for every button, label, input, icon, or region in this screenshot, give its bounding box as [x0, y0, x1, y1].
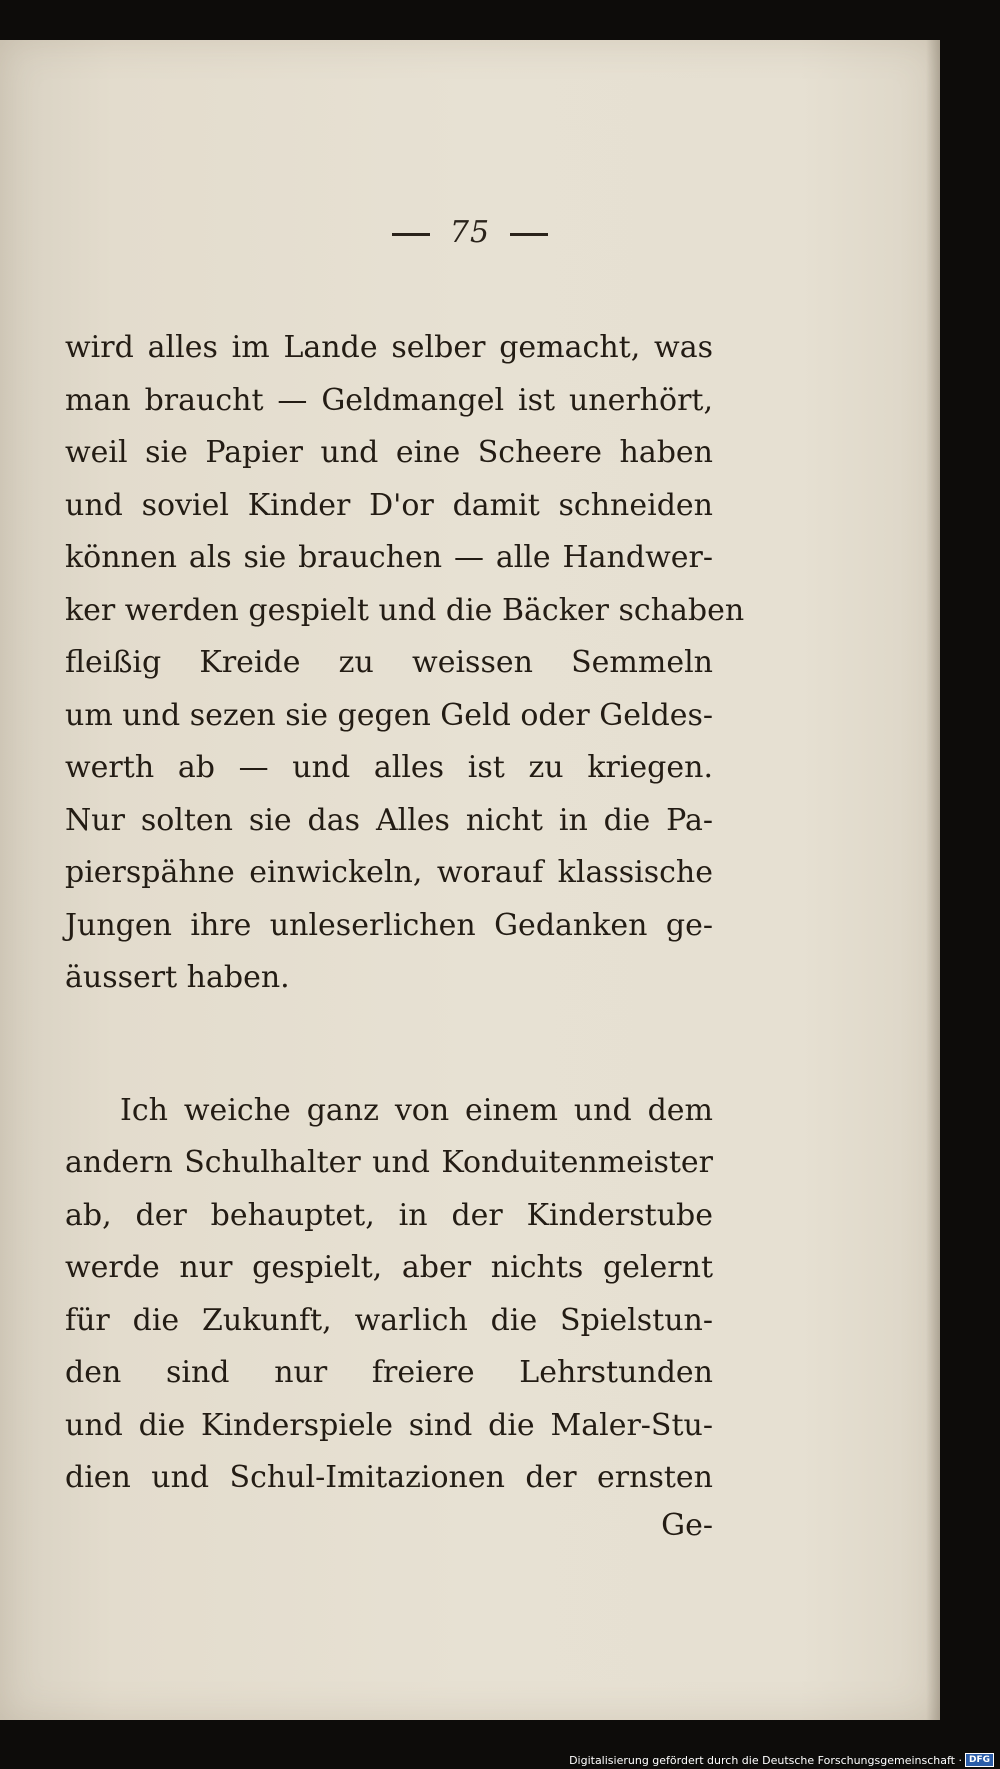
- text-line: wird alles im Lande selber gemacht, was: [65, 330, 713, 365]
- text-line: ab, der behauptet, in der Kinderstube: [65, 1197, 713, 1233]
- header-dash-right: [510, 233, 548, 236]
- book-page: [0, 40, 940, 1720]
- text-line: man braucht — Geldmangel ist unerhört,: [65, 382, 713, 418]
- dfg-logo: DFG: [965, 1753, 994, 1767]
- text-line: und soviel Kinder D'or damit schneiden: [65, 487, 713, 523]
- text-line: fleißig Kreide zu weissen Semmeln: [65, 645, 713, 680]
- text-line: weil sie Papier und eine Scheere haben: [65, 435, 713, 470]
- text-line: andern Schulhalter und Konduitenmeister: [65, 1145, 713, 1180]
- text-line: ker werden gespielt und die Bäcker schaben: [65, 592, 745, 628]
- paragraph: [65, 322, 745, 1005]
- page-number: 75: [449, 215, 491, 250]
- digitization-credit: [569, 1753, 994, 1767]
- text-line: Jungen ihre unleserlichen Gedanken ge-: [65, 907, 713, 943]
- catchword: Ge-: [661, 1508, 713, 1543]
- text-line: den sind nur freiere Lehrstunden: [65, 1355, 713, 1390]
- text-line: werth ab — und alles ist zu kriegen.: [65, 750, 713, 785]
- text-line: dien und Schul-Imitazionen der ernsten: [65, 1460, 713, 1495]
- text-line: Ich weiche ganz von einem und dem: [120, 1092, 713, 1128]
- text-line: pierspähne einwickeln, worauf klassische: [65, 855, 713, 890]
- page-header: [0, 215, 940, 250]
- paragraph: [65, 1085, 713, 1505]
- text-line: für die Zukunft, warlich die Spielstun-: [65, 1302, 713, 1338]
- text-line: äussert haben.: [65, 960, 290, 995]
- body-text: [65, 322, 745, 1505]
- credit-text: Digitalisierung gefördert durch die Deutsche Forschungsgemeinschaft ·: [569, 1753, 962, 1767]
- header-dash-left: [392, 233, 430, 236]
- text-line: können als sie brauchen — alle Handwer-: [65, 540, 713, 575]
- text-line: und die Kinderspiele sind die Maler-Stu-: [65, 1407, 713, 1443]
- text-line: um und sezen sie gegen Geld oder Geldes-: [65, 697, 714, 733]
- paragraph-gap: [65, 1005, 713, 1085]
- text-line: Nur solten sie das Alles nicht in die Pa-: [65, 802, 713, 838]
- text-line: werde nur gespielt, aber nichts gelernt: [65, 1250, 713, 1285]
